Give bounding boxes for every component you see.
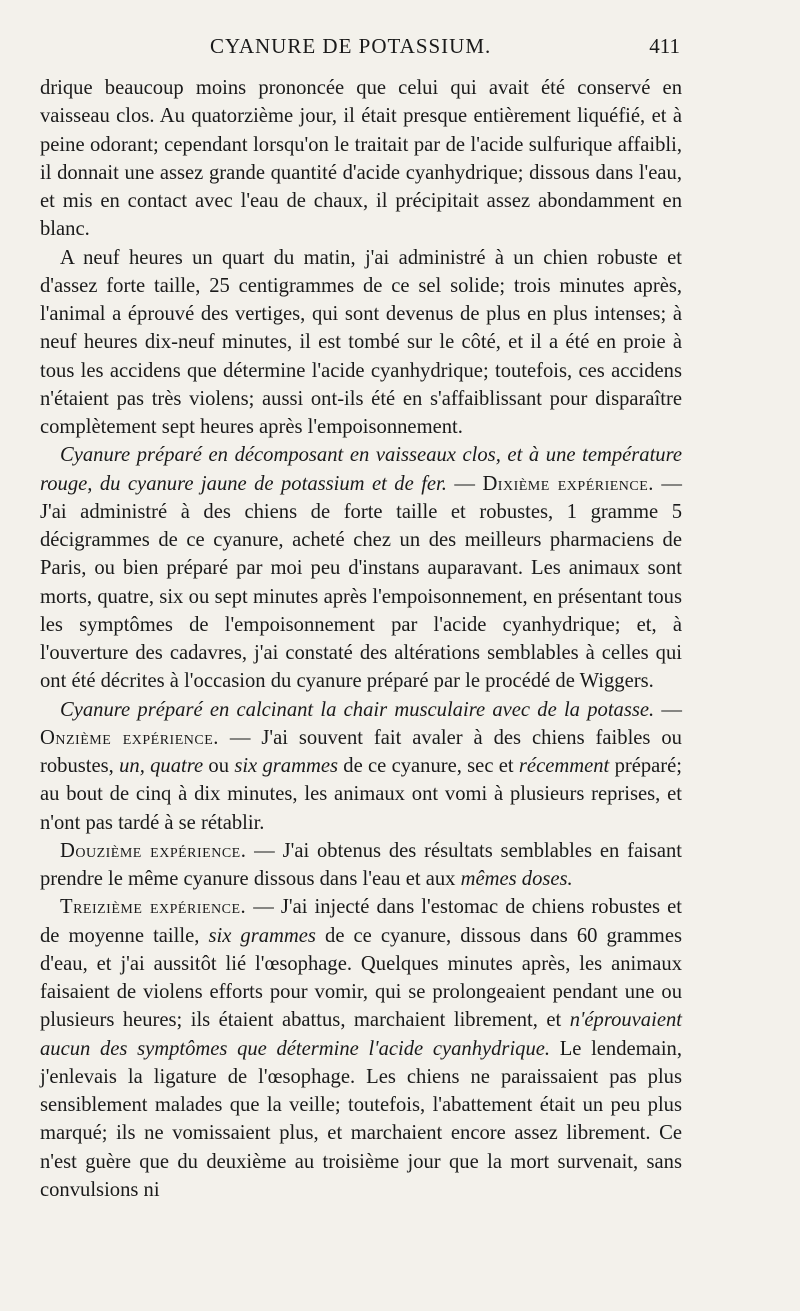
paragraph: Treizième expérience. — J'ai injecté dans l'estomac de chiens robustes et de moyenne taille, six grammes de ce cyanure, dissous dans 60 grammes d'eau, et j'ai aussitôt lié l'œsophage. Quelques minutes après, les animaux faisaient de violens efforts pour vomir, qui se prolongeaient pendant une ou plusieurs heures; ils étaient abattus, marchaient librement, et n'éprouvaient aucun des symptômes que détermine l'acide cyanhydrique. Le lendemain, j'enlevais la ligature de l'œsophage. Les chiens ne paraissaient pas plus sensiblement malades que la veille; toutefois, l'abattement était un peu plus marqué; ils ne vomissaient plus, et marchaient encore assez librement. Ce n'est guère que du deuxième au troisième jour que la mort survenait, sans convulsions ni	[40, 896, 683, 1201]
paragraph-text: J'ai obtenus des résultats semblables en faisant prendre le même cyanure dissous dans l'eau et aux	[40, 839, 682, 890]
italic-phrase: n'éprouvaient aucun des symptômes que détermine l'acide cyanhydrique.	[40, 1009, 682, 1060]
paragraph-text: A neuf heures un quart du matin, j'ai administré à un chien robuste et d'assez forte taille, 25 centigrammes de ce sel solide; trois minutes après, l'animal a éprouvé des vertiges, qui sont devenus de plus en plus intenses; à neuf heures dix-neuf minutes, il est tombé sur le côté, et il a été en proie à tous les accidens que détermine l'acide cyanhydrique; toutefois, ces accidens n'étaient pas très violens; aussi ont-ils été en s'affaiblissant pour disparaître complètement sept heures après l'empoisonnement.	[40, 246, 682, 438]
paragraph-text: préparé; au bout de cinq à dix minutes, les animaux ont vomi à plusieurs reprises, et n'ont pas tardé à se rétablir.	[40, 755, 683, 834]
paragraph: Cyanure préparé en calcinant la chair musculaire avec de la potasse. — Onzième expérience. — J'ai souvent fait avaler à des chiens faibles ou robustes, un, quatre ou six grammes de ce cyanure, sec et récemment préparé; au bout de cinq à dix minutes, les animaux ont vomi à plusieurs reprises, et n'ont pas tardé à se rétablir.	[40, 698, 683, 834]
italic-phrase: six grammes	[234, 755, 338, 777]
paragraph-text: de ce cyanure, sec et	[343, 755, 514, 777]
paragraph-text: J'ai injecté dans l'estomac de chiens robustes et de moyenne taille,	[40, 896, 683, 947]
paragraph-text: J'ai souvent fait avaler à des chiens faibles ou robustes,	[40, 726, 682, 777]
page-header	[40, 34, 680, 64]
italic-phrase: mêmes doses.	[460, 868, 573, 890]
paragraph-text: Le lendemain, j'enlevais la ligature de l'œsophage. Les chiens ne paraissaient pas plus sensiblement malades que la veille; toutefois, l'abattement était un peu plus marqué; ils ne vomissaient plus, et marchaient encore assez librement. Ce n'est guère que du deuxième au troisième jour que la mort survenait, sans convulsions ni	[40, 1037, 682, 1201]
paragraph-text: de ce cyanure, dissous dans 60 grammes d'eau, et j'ai aussitôt lié l'œsophage. Quelques minutes après, les animaux faisaient de violens efforts pour vomir, qui se prolongeaient pendant une ou plusieurs heures; ils étaient abattus, marchaient librement, et	[40, 924, 682, 1032]
paragraph	[40, 74, 682, 244]
italic-phrase: récemment	[518, 755, 610, 777]
body-text	[40, 74, 682, 1204]
paragraph	[40, 244, 682, 442]
experiment-label: Treizième expérience.	[60, 896, 247, 919]
italic-phrase: six grammes	[208, 924, 316, 947]
italic-phrase: un, quatre	[119, 755, 204, 777]
experiment-label: Dixième expérience.	[482, 472, 654, 495]
paragraph-text: J'ai administré à des chiens de forte taille et robustes, 1 gramme 5 décigrammes de ce cyanure, acheté chez un des meilleurs pharmaciens de Paris, ou bien préparé par moi peu d'instans auparavant. Les animaux sont morts, quatre, six ou sept minutes après l'empoisonnement, en présentant tous les symptômes de l'empoisonnement par l'acide cyanhydrique; et, à l'ouverture des cadavres, j'ai constaté des altérations semblables à celles qui ont été décrites à l'occasion du cyanure préparé par le procédé de Wiggers.	[40, 500, 682, 693]
experiment-label: Onzième expérience.	[40, 726, 219, 749]
running-title: CYANURE DE POTASSIUM.	[210, 34, 492, 58]
paragraph-text: drique beaucoup moins prononcée que celui qui avait été conservé en vaisseau clos. Au quatorzième jour, il était presque entièrement liquéfié, et à peine odorant; cependant lorsqu'on le traitait par de l'acide sulfurique affaibli, il donnait une assez grande quantité d'acide cyanhydrique; dissous dans l'eau, et mis en contact avec l'eau de chaux, il précipitait assez abondamment en blanc.	[40, 77, 682, 241]
page-number: 411	[649, 34, 680, 58]
paragraph: Douzième expérience. — J'ai obtenus des résultats semblables en faisant prendre le même cyanure dissous dans l'eau et aux mêmes doses.	[40, 839, 682, 890]
paragraph: Cyanure préparé en décomposant en vaisseaux clos, et à une température rouge, du cyanure jaune de potassium et de fer. — Dixième expérience. — J'ai administré à des chiens de forte taille et robustes, 1 gramme 5 décigrammes de ce cyanure, acheté chez un des meilleurs pharmaciens de Paris, ou bien préparé par moi peu d'instans auparavant. Les animaux sont morts, quatre, six ou sept minutes après l'empoisonnement, en présentant tous les symptômes de l'empoisonnement par l'acide cyanhydrique; et, à l'ouverture des cadavres, j'ai constaté des altérations semblables à celles qui ont été décrites à l'occasion du cyanure préparé par le procédé de Wiggers.	[40, 444, 682, 693]
section-heading: Cyanure préparé en calcinant la chair musculaire avec de la potasse.	[60, 698, 655, 721]
experiment-label: Douzième expérience.	[60, 839, 247, 862]
section-heading: Cyanure préparé en décomposant en vaisseaux clos, et à une température rouge, du cyanure jaune de potassium et de fer.	[40, 444, 682, 495]
paragraph-text: ou	[208, 755, 230, 777]
